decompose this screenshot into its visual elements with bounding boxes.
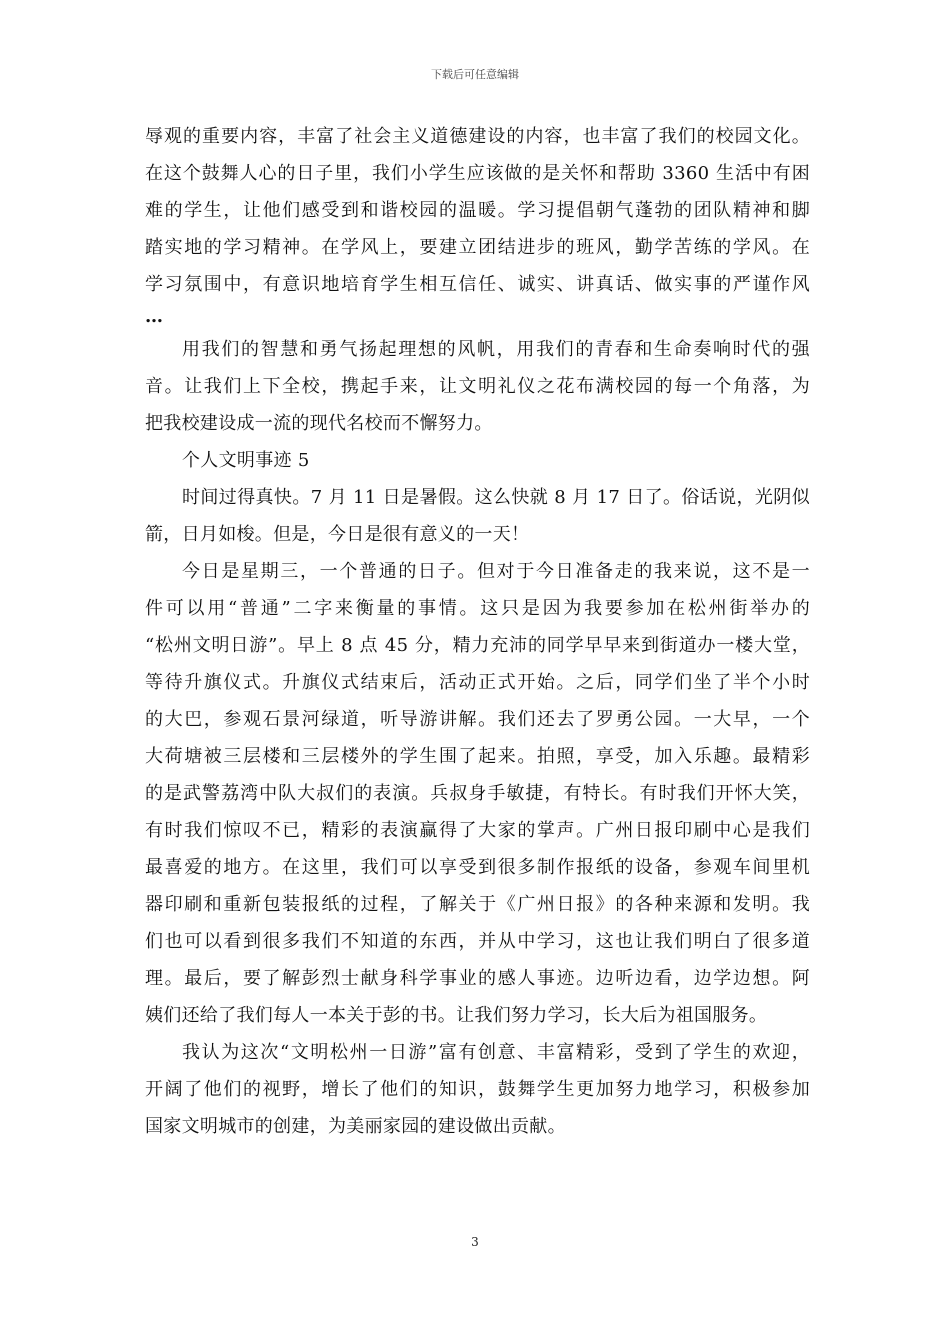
text-line: 开阔了他们的视野，增长了他们的知识，鼓舞学生更加努力地学习，积极参加 bbox=[145, 1079, 810, 1100]
text-line: 时间过得真快。7 月 11 日是暑假。这么快就 8 月 17 日了。俗话说，光阴似 bbox=[182, 487, 810, 508]
text-line: 音。让我们上下全校，携起手来，让文明礼仪之花布满校园的每一个角落，为 bbox=[145, 376, 810, 397]
text-line: “松州文明日游”。早上 8 点 45 分，精力充沛的同学早早来到街道办一楼大堂， bbox=[145, 635, 810, 656]
text-line: 有时我们惊叹不已，精彩的表演赢得了大家的掌声。广州日报印刷中心是我们 bbox=[145, 820, 810, 841]
text-line: 姨们还给了我们每人一本关于彭的书。让我们努力学习，长大后为祖国服务。 bbox=[145, 1005, 768, 1026]
text-line: 把我校建设成一流的现代名校而不懈努力。 bbox=[145, 413, 493, 434]
text-line: 的大巴，参观石景河绿道，听导游讲解。我们还去了罗勇公园。一大早，一个 bbox=[145, 709, 810, 730]
paragraph bbox=[145, 1034, 810, 1145]
document-body bbox=[145, 118, 810, 1145]
paragraph bbox=[145, 553, 810, 1034]
text-line: 踏实地的学习精神。在学风上，要建立团结进步的班风，勤学苦练的学风。在 bbox=[145, 237, 810, 258]
text-line: 最喜爱的地方。在这里，我们可以享受到很多制作报纸的设备，参观车间里机 bbox=[145, 857, 810, 878]
text-line: … bbox=[145, 306, 163, 327]
text-line: 们也可以看到很多我们不知道的东西，并从中学习，这也让我们明白了很多道 bbox=[145, 931, 810, 952]
text-line: 难的学生，让他们感受到和谐校园的温暖。学习提倡朝气蓬勃的团队精神和脚 bbox=[145, 200, 810, 221]
paragraph bbox=[145, 479, 810, 553]
text-line: 国家文明城市的创建，为美丽家园的建设做出贡献。 bbox=[145, 1116, 566, 1137]
text-line: 今日是星期三，一个普通的日子。但对于今日准备走的我来说，这不是一 bbox=[182, 561, 810, 582]
text-line: 器印刷和重新包装报纸的过程，了解关于《广州日报》的各种来源和发明。我 bbox=[145, 894, 810, 915]
text-line: 辱观的重要内容，丰富了社会主义道德建设的内容，也丰富了我们的校园文化。 bbox=[145, 126, 810, 147]
section-heading bbox=[145, 442, 810, 479]
text-line: 的是武警荔湾中队大叔们的表演。兵叔身手敏捷，有特长。有时我们开怀大笑， bbox=[145, 783, 810, 804]
text-line: 用我们的智慧和勇气扬起理想的风帆，用我们的青春和生命奏响时代的强 bbox=[182, 339, 810, 360]
paragraph bbox=[145, 331, 810, 442]
text-line: 我认为这次“文明松州一日游”富有创意、丰富精彩，受到了学生的欢迎， bbox=[182, 1042, 810, 1063]
text-line: 箭，日月如梭。但是，今日是很有意义的一天！ bbox=[145, 524, 530, 545]
paragraph bbox=[145, 118, 810, 331]
text-line: 个人文明事迹 5 bbox=[182, 450, 310, 471]
page-number: 3 bbox=[471, 1235, 479, 1249]
text-line: 件可以用“普通”二字来衡量的事情。这只是因为我要参加在松州街举办的 bbox=[145, 598, 810, 619]
text-line: 在这个鼓舞人心的日子里，我们小学生应该做的是关怀和帮助 3360 生活中有困 bbox=[145, 163, 810, 184]
text-line: 理。最后，要了解彭烈士献身科学事业的感人事迹。边听边看，边学边想。阿 bbox=[145, 968, 810, 989]
text-line: 学习氛围中，有意识地培育学生相互信任、诚实、讲真话、做实事的严谨作风 bbox=[145, 274, 810, 295]
text-line: 等待升旗仪式。升旗仪式结束后，活动正式开始。之后，同学们坐了半个小时 bbox=[145, 672, 810, 693]
page-header: 下载后可任意编辑 bbox=[431, 68, 519, 81]
text-line: 大荷塘被三层楼和三层楼外的学生围了起来。拍照，享受，加入乐趣。最精彩 bbox=[145, 746, 810, 767]
